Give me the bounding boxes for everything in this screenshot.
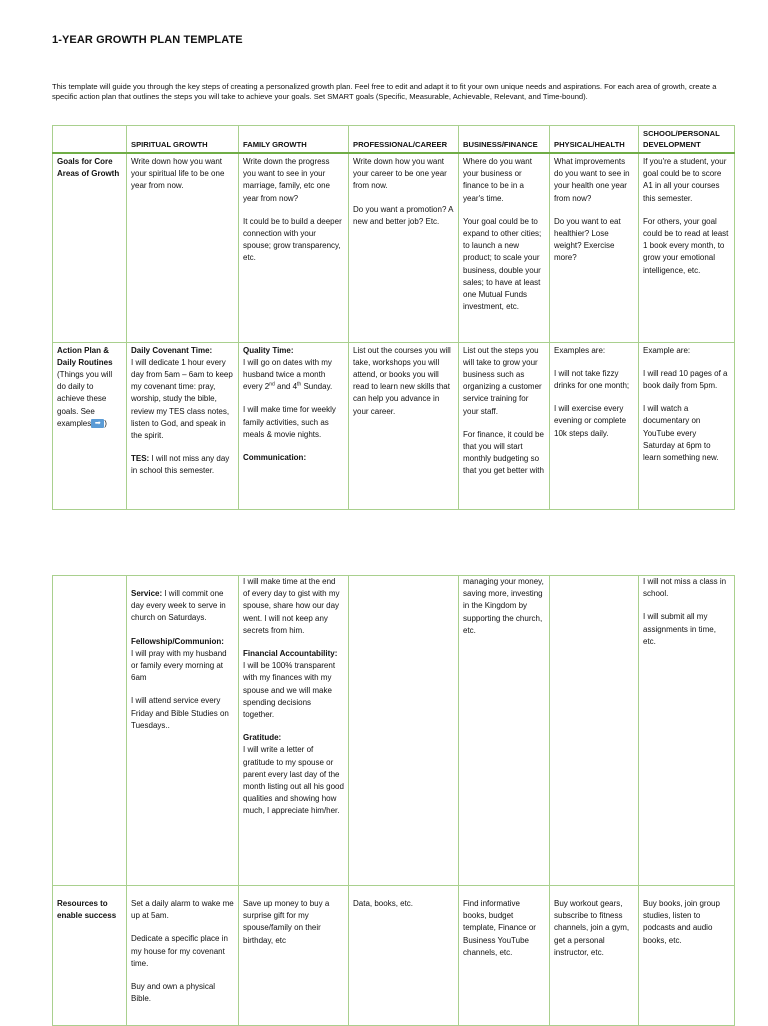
text-paragraph: For others, your goal could be to read at least 1 book every month, to grow your emotional intelligence, etc. xyxy=(643,216,729,275)
resources-health xyxy=(550,886,639,1026)
header-family: FAMILY GROWTH xyxy=(239,126,349,154)
text-paragraph: Where do you want your business or finance to be in a year's time. xyxy=(463,157,532,203)
header-school: SCHOOL/PERSONAL DEVELOPMENT xyxy=(639,126,735,154)
growth-plan-table xyxy=(52,125,735,510)
page-title: 1-YEAR GROWTH PLAN TEMPLATE xyxy=(52,34,243,46)
text-paragraph: I will make time for weekly family activities, such as meals & movie nights. xyxy=(243,405,336,439)
text-paragraph: I will attend service every Friday and Bible Studies on Tuesdays.. xyxy=(131,696,229,730)
goals-spiritual xyxy=(127,153,239,342)
text-paragraph: List out the courses you will take, workshops you will attend, or books you will read to learn new skills that can help you advance in your career. xyxy=(353,345,451,416)
text-paragraph: Buy and own a physical Bible. xyxy=(131,982,216,1004)
continued-health xyxy=(550,576,639,886)
text-paragraph: If you're a student, your goal could be to score A1 in all your courses this semester. xyxy=(643,157,727,203)
text-paragraph: Save up money to buy a surprise gift for my spouse/family on their birthday, etc xyxy=(243,899,330,945)
header-row xyxy=(53,126,735,154)
text-paragraph: I will exercise every evening or complete 10k steps daily. xyxy=(554,404,627,438)
action-label-close: ) xyxy=(104,418,107,428)
corner-cell xyxy=(53,126,127,154)
action-label-note: (Things you will do daily to achieve these goals. See examples xyxy=(57,369,113,428)
text-paragraph: Write down how you want your spiritual life to be one year from now. xyxy=(131,157,225,191)
text-paragraph: I will submit all my assignments in time, etc. xyxy=(643,612,716,646)
text-paragraph: Data, books, etc. xyxy=(353,899,414,908)
covenant-heading: Daily Covenant Time: xyxy=(131,345,213,355)
text-paragraph xyxy=(131,345,234,443)
text-paragraph: Do you want a promotion? A new and better job? Etc. xyxy=(353,204,454,226)
text-paragraph: Write down how you want your career to be one year from now. xyxy=(353,157,447,191)
header-business: BUSINESS/FINANCE xyxy=(459,126,550,154)
fellowship-text: I will pray with my husband or family every morning at 6am xyxy=(131,648,227,683)
text-paragraph xyxy=(243,648,344,721)
action-row-continued xyxy=(53,576,735,886)
resources-label: Resources to enable success xyxy=(53,886,127,1026)
continued-career xyxy=(349,576,459,886)
service-heading: Service: xyxy=(131,589,163,598)
text-paragraph: Your goal could be to expand to other cities; to launch a new product; to scale your business, double your sales; to have at least one Mutual Funds investment, etc. xyxy=(463,216,542,312)
action-family xyxy=(239,342,349,509)
continued-spiritual xyxy=(127,576,239,886)
goals-label: Goals for Core Areas of Growth xyxy=(53,153,127,342)
resources-career xyxy=(349,886,459,1026)
text-paragraph: List out the steps you will take to grow your business such as organizing a customer service training for your staff. xyxy=(463,345,542,416)
goals-career xyxy=(349,153,459,342)
tes-heading: TES: xyxy=(131,454,150,464)
header-spiritual: SPIRITUAL GROWTH xyxy=(127,126,239,154)
text-paragraph: It could be to build a deeper connection with your spouse; grow transparency, etc. xyxy=(243,216,342,263)
text-paragraph xyxy=(243,345,344,394)
text-paragraph xyxy=(131,636,234,685)
intro-paragraph: This template will guide you through the key steps of creating a personalized growth plan. Feel free to edit and adapt it to fit your own unique needs and aspirations. For each area of growth, create a specific action plan that outlines the steps you will take to achieve your goals. Set SMART goals (Specific, Measurable, Achievable, Relevant, and Time-bound). xyxy=(52,82,717,101)
text-paragraph: I will watch a documentary on YouTube every Saturday at 6pm to learn something new. xyxy=(643,404,719,462)
text-paragraph: Write down the progress you want to see in your marriage, family, etc one year from now? xyxy=(243,157,330,203)
fellowship-heading: Fellowship/Communion: xyxy=(131,636,224,646)
resources-family xyxy=(239,886,349,1026)
text-paragraph: I will not take fizzy drinks for one month; xyxy=(554,368,630,390)
text-paragraph: I will make time at the end of every day to gist with my spouse, share how our day went. I will not keep any secrets from him. xyxy=(243,577,340,635)
goals-family xyxy=(239,153,349,342)
action-label-cell xyxy=(53,342,127,509)
financial-heading: Financial Accountability: xyxy=(243,649,338,659)
goals-row xyxy=(53,153,735,342)
text-paragraph: Dedicate a specific place in my house for my covenant time. xyxy=(131,934,228,968)
action-school xyxy=(639,342,735,509)
gratitude-text: I will write a letter of gratitude to my spouse or parent every last day of the month listing out all his good qualities and showing how much, I appreciate him/her. xyxy=(243,745,344,816)
growth-plan-table-continued xyxy=(52,575,735,1026)
continued-school xyxy=(639,576,735,886)
text-paragraph: Buy books, join group studies, listen to podcasts and audio books, etc. xyxy=(643,899,720,945)
quality-text: I will go on dates with my husband twice a month every 2 xyxy=(243,357,332,392)
continued-business xyxy=(459,576,550,886)
resources-spiritual xyxy=(127,886,239,1026)
financial-text: I will be 100% transparent with my finances with my spouse and we will make spending decisions together. xyxy=(243,661,336,720)
resources-school xyxy=(639,886,735,1026)
action-health xyxy=(550,342,639,509)
header-career: PROFESSIONAL/CAREER xyxy=(349,126,459,154)
text-paragraph xyxy=(243,732,344,817)
text-paragraph: Do you want to eat healthier? Lose weight? Exercise more? xyxy=(554,216,621,263)
continued-label xyxy=(53,576,127,886)
action-business xyxy=(459,342,550,509)
text-paragraph: Example are: xyxy=(643,345,691,355)
resources-row xyxy=(53,886,735,1026)
text-paragraph: What improvements do you want to see in your health one year from now? xyxy=(554,157,630,203)
text-paragraph xyxy=(131,453,234,477)
action-label: Action Plan & Daily Routines xyxy=(57,345,113,367)
text-paragraph: Set a daily alarm to wake me up at 5am. xyxy=(131,899,234,921)
covenant-text: I will dedicate 1 hour every day from 5am – 6am to keep my covenant time: pray, worship, study the bible, review my TES class notes, listen to God, and speak in the spirit. xyxy=(131,357,233,440)
quality-text: and 4 xyxy=(274,382,298,392)
continued-family xyxy=(239,576,349,886)
text-paragraph: I will read 10 pages of a book daily from 5pm. xyxy=(643,368,728,390)
superscript: th xyxy=(297,381,302,388)
quality-text: Sunday. xyxy=(301,382,333,392)
text-paragraph: Examples are: xyxy=(554,345,606,355)
text-paragraph: I will not miss a class in school. xyxy=(643,577,727,599)
action-row xyxy=(53,342,735,509)
tes-text: I will not miss any day in school this semester. xyxy=(131,454,230,476)
goals-business xyxy=(459,153,550,342)
text-paragraph: managing your money, saving more, investing in the Kingdom by supporting the church, etc. xyxy=(463,577,544,635)
text-paragraph: Find informative books, budget template, Finance or Business YouTube channels, etc. xyxy=(463,899,536,957)
arrow-right-icon: ➡ xyxy=(91,419,104,428)
gratitude-heading: Gratitude: xyxy=(243,733,282,743)
text-paragraph: For finance, it could be that you will start monthly budgeting so that you get better with xyxy=(463,429,544,476)
action-career xyxy=(349,342,459,509)
text-paragraph xyxy=(131,588,234,625)
superscript: nd xyxy=(269,381,275,388)
goals-health xyxy=(550,153,639,342)
action-spiritual xyxy=(127,342,239,509)
header-health: PHYSICAL/HEALTH xyxy=(550,126,639,154)
quality-time-heading: Quality Time: xyxy=(243,345,294,355)
goals-school xyxy=(639,153,735,342)
service-text: I will commit one day every week to serve in church on Saturdays. xyxy=(131,589,226,623)
resources-business xyxy=(459,886,550,1026)
text-paragraph: Buy workout gears, subscribe to fitness channels, join a gym, get a personal instructor, etc. xyxy=(554,899,630,957)
communication-heading: Communication: xyxy=(243,452,307,462)
